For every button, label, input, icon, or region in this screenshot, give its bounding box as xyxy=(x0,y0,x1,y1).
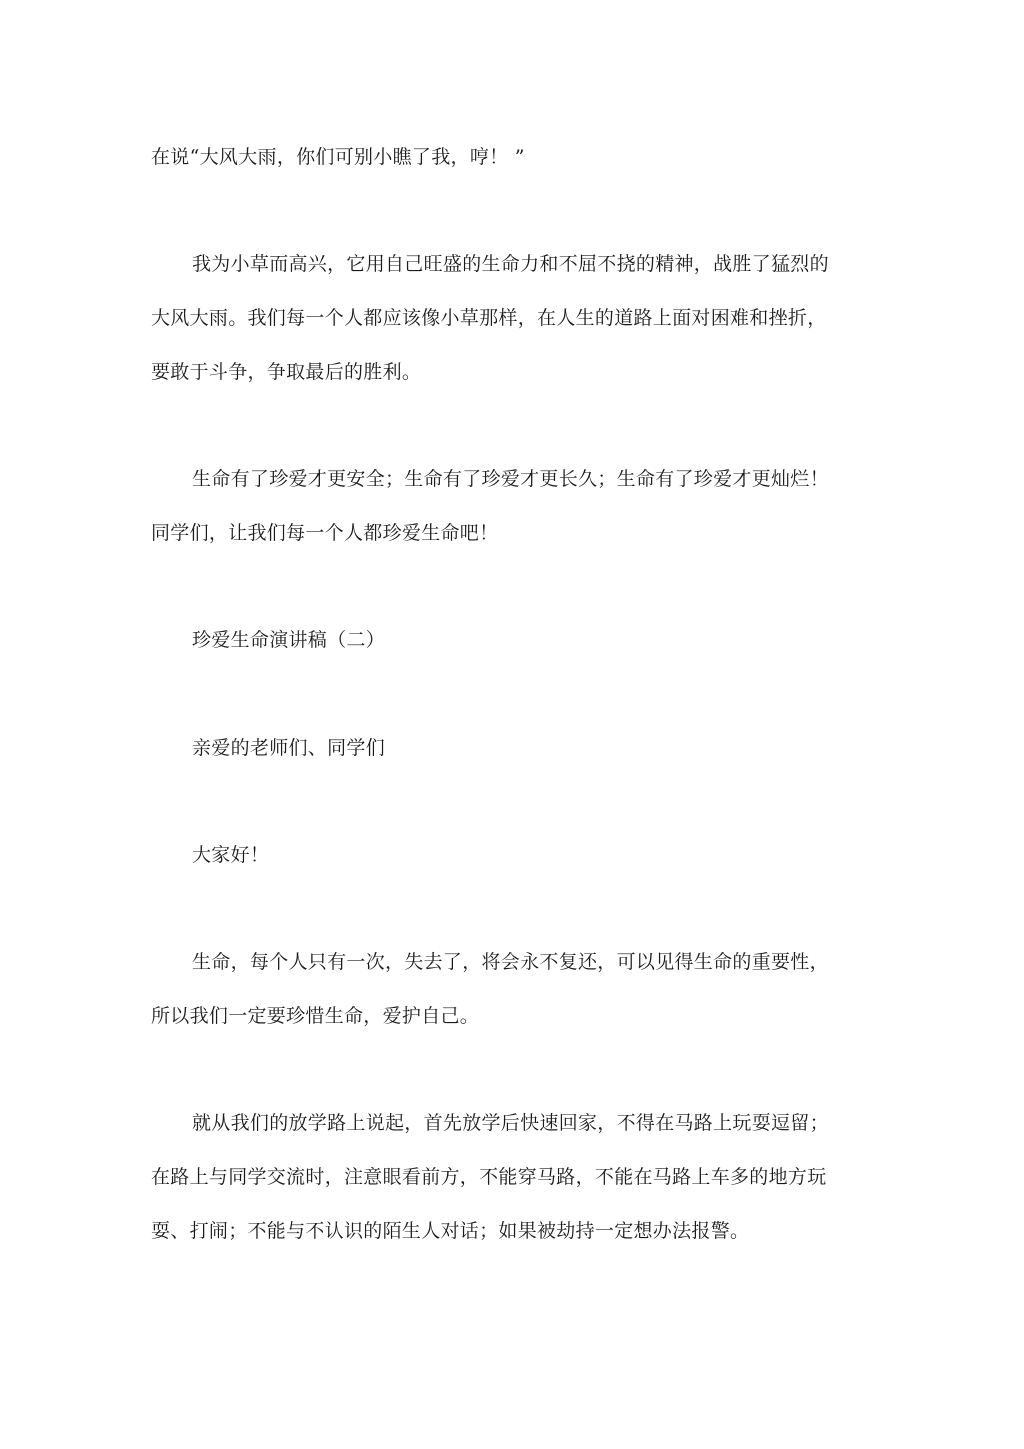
text-line: 就从我们的放学路上说起，首先放学后快速回家，不得在马路上玩耍逗留； xyxy=(192,1112,829,1134)
text-line: 大风大雨。我们每一个人都应该像小草那样，在人生的道路上面对困难和挫折， xyxy=(151,307,827,329)
text-line: 同学们，让我们每一个人都珍爱生命吧！ xyxy=(151,522,499,544)
text-line: 在说“大风大雨，你们可别小瞧了我，哼！ ” xyxy=(151,146,525,168)
text-line: 我为小草而高兴，它用自己旺盛的生命力和不屈不挠的精神，战胜了猛烈的 xyxy=(192,253,829,275)
text-line: 要敢于斗争，争取最后的胜利。 xyxy=(151,361,422,383)
salutation: 亲爱的老师们、同学们 xyxy=(192,737,386,759)
greeting: 大家好！ xyxy=(192,844,270,866)
section-heading: 珍爱生命演讲稿（二） xyxy=(192,629,386,651)
text-line: 所以我们一定要珍惜生命，爱护自己。 xyxy=(151,1005,480,1027)
text-line: 生命有了珍爱才更安全；生命有了珍爱才更长久；生命有了珍爱才更灿烂！ xyxy=(192,468,829,490)
text-line: 生命，每个人只有一次，失去了，将会永不复还，可以见得生命的重要性， xyxy=(192,951,829,973)
text-line: 在路上与同学交流时，注意眼看前方，不能穿马路，不能在马路上车多的地方玩 xyxy=(151,1166,827,1188)
text-line: 耍、打闹；不能与不认识的陌生人对话；如果被劫持一定想办法报警。 xyxy=(151,1220,750,1242)
